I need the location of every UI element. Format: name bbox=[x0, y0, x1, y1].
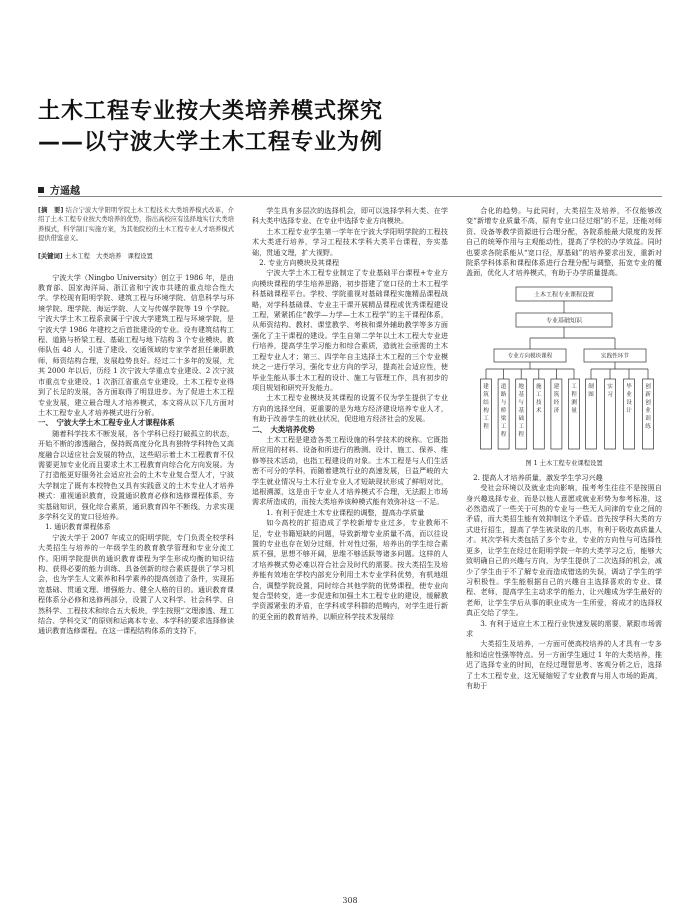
abstract-text: 结合宁波大学阳明学院土木工程技术大类培养模式改革，介绍了土木工程专业按大类培养的优势，指出高校应有选择地实行大类培养模式，科学制订实施方案，为其他院校的土木工程专业人才培养模式提供借鉴意义。 bbox=[38, 207, 235, 243]
figure-practice-label: 创新创业训练 bbox=[645, 383, 651, 430]
figure-module-label: 道路与桥梁工程 bbox=[500, 383, 507, 438]
keywords bbox=[38, 252, 234, 261]
figure-left-label: 专业方向模块课程 bbox=[507, 353, 553, 360]
paragraph: 土木工程是建造各类工程设施的科学技术的统称。它既指所应用的材料、设备和所进行的勘测、设计、施工、保养、维修等技术活动，也指工程建设的对象。土木工程是与人们生活密不可分的学科，而随着建筑行业的高速发展，日益严峻的大学生就业情况与土木行业专业人才短缺现状形成了鲜明对比，追根溯源，这是由于专业人才培养模式不合理，无法跟上市场需求所造成的，而按大类培养该种模式能有效弥补这一不足。 bbox=[252, 434, 448, 507]
figure-module-label: 建筑结构工程 bbox=[483, 383, 489, 430]
section-heading: 一、 宁波大学土木工程专业人才课程体系 bbox=[38, 418, 175, 428]
figure-caption: 图 1 土木工程专业课程设置 bbox=[525, 459, 603, 467]
paragraph: 宁波大学土木工程专业制定了专业基础平台课程+专业方向模块课程的学生培养思路，初步搭建了宽口径的土木工程学科基础课程平台。学校、学院重视对基础课程实施精品课程战略，对学科基础课、专业主干课开展精品课程或优秀课程建设工程，紧紧抓住“教学—力学—土木工程学”的主干课程体系，从师资结构、教材、课堂教学、考核和课外辅助教学等多方面强化了主干课程的建设。学生自第二学年以土木工程大专业进行培养，提高学生学习能力和综合素质，造就社会亟需的土木工程专业人才；第三、四学年自主选择土木工程的三个专业模块之一进行学习，强化专业方向的学习，提高社会适应性，使毕业生能从事土木工程的设计、施工与管理工作，具有初步的项目规划和研究开发能力。 bbox=[252, 268, 448, 392]
paragraph: 学生具有多层次的选择机会，即可以选择学科大类、在学科大类中选择专业、在专业中选择专业方向模块。 bbox=[252, 206, 448, 226]
figure-module-label: 地基与基础工程 bbox=[518, 383, 525, 438]
author-line bbox=[38, 182, 80, 197]
title-line-1: 土木工程专业按大类培养模式探究 bbox=[38, 99, 384, 124]
paragraph: 大类招生及培养，一方面可使高校培养的人才具有一专多能和适应性强等特点。另一方面学生通过 1 年的大类培养，推迟了选择专业的时间，在经过理智思考、客观分析之后，选择了土木工程专业，这无疑缩短了专业教育与用人市场的距离，有助于 bbox=[466, 639, 662, 690]
figure-practice-label: 毕业设计 bbox=[626, 383, 632, 414]
abstract-tag: [摘 要] bbox=[38, 207, 64, 214]
paragraph: 宁波大学（Ningbo University）创立于 1986 年，是由教育部、国家海洋局、浙江省和宁波市共建的重点综合性大学。学校现有阳明学院、建筑工程与环境学院、信息科学与环境学院、理学院、海运学院、人文与传媒学院等 19 个学院。宁波大学土木工程系隶属于宁波大学建筑工程与环境学院，是宁波大学 1986 年建校之后首批建设的专业。设有建筑结构工程、道路与桥梁工程、基础工程与地下结构 3 个专业模块。教师队伍 48 人，引进了建设、交通领域的专家学者担任兼职教师，师资结构合理，发展趋势良好。经过二十多年的发展，尤其 2000 年以后，历经 1 次宁波大学重点专业建设、2 次宁波市重点专业建设、1 次浙江省重点专业建设，土木工程专业得到了长足的发展，各方面取得了明显进步。为了促进土木工程专业发展，建立最合理人才培养模式，本文将从以下几方面对土木工程专业人才培养模式进行分析。 bbox=[38, 272, 234, 417]
column-1 bbox=[38, 206, 234, 637]
paragraph: 受社会环境以及就业走向影响，报考考生往往不是按照自身兴趣选择专业，而是以他人意愿或就业形势为参考标准，这必然造成了一些关于可热的专业与一些无人问津的专业之间的矛盾，而大类招生能有效抑制这个矛盾。首先按学科大类的方式进行招生，提高了学生被录取的几率，有利于吸收高质量人才。其次学科大类包括了多个专业，专业的方向性与可选择性更多，让学生在经过在阳明学院一年的大类学习之后，能够大致明确自己的兴趣与方向，为学生提供了二次选择的机会，减少了学生由于不了解专业而造成错选的失误，调动了学生的学习积极性。学生能根据自己的兴趣自主选择喜欢的专业、课程、老师，提高学生主动求学的能力，让兴趣成为学生最好的老师，让学生学后从事的职业成为一生所爱，将成才的选择权真正交给了学生。 bbox=[466, 483, 662, 618]
column-2 bbox=[252, 206, 448, 622]
figure-module-label: 施工技术 bbox=[535, 383, 542, 414]
subsection-heading: 1. 通识教育课程体系 bbox=[45, 522, 111, 532]
figure-diagram bbox=[466, 283, 662, 457]
figure-module-label: 建筑经济 bbox=[553, 383, 560, 414]
figure-top-label: 土木工程专业课程设置 bbox=[533, 291, 595, 299]
subsection-heading: 3. 有利于适应土木工程行业快速发展的需要，紧跟市场需求 bbox=[466, 618, 662, 638]
column-3 bbox=[466, 206, 662, 691]
header-divider bbox=[38, 196, 662, 197]
course-structure-figure bbox=[466, 283, 662, 457]
paragraph: 宁波大学于 2007 年成立的阳明学院，专门负责全校学科大类招生与培养的一年级学生的教育教学管理和专业分流工作。阳明学院提供的通识教育课程为学生形成均衡的知识结构、获得必要的能力训练、具备创新的综合素质提供了学习机会，也为学生人文素养和科学素养的提高创造了条件，实现拓宽基础、贯通文理、增强能力、健全人格的目的。通识教育课程体系分必修和选修两部分，设置了人文科学、社会科学、自然科学、工程技术和综合五大板块，学生按照“文理渗透、理工结合、学科交叉”的原则和运离本专业、本学科的要求选择修读通识教育选修课程。在这一课程结构体系的支持下， bbox=[38, 532, 234, 636]
paragraph: 随着科学技术不断发展，各个学科已经打破孤立的状态，开始不断的渗透融合，保持既高度分化具有独特学科特色又高度融合以适应社会发展的特点，这些昭示着土木工程教育不仅需要更加专业化而且要求土木工程教育向综合化方向发展。为了打造能更好服务社会适应社会的土木专业复合型人才，宁波大学制定了既有本校特色又具有实践意义的土木专业人才培养模式：重视通识教育，设置通识教育必修和选修课程体系，夯实基础知识，强化综合素质，通识教育四年不断线，力求实现多学科交叉的宽口径培养。 bbox=[38, 428, 234, 521]
keywords-tag: [关键词] bbox=[38, 252, 63, 260]
section-heading: 二、 大类培养优势 bbox=[252, 424, 315, 434]
paragraph: 土木工程专业学生第一学年在宁波大学阳明学院的工程技术大类进行培养，学习工程技术学科大类平台课程，夯实基础，贯通文理，扩大视野。 bbox=[252, 226, 448, 257]
subsection-heading: 1. 有利于促进土木专业课程的调整，提高办学质量 bbox=[266, 507, 425, 517]
author-name: 方遥越 bbox=[50, 186, 80, 197]
paragraph: 合化的趋势。与此同时，大类招生及培养，不仅能够改变“新增专业质量不高，原有专业口径过细”的不足，还能对师资、设备等教学资源进行合理分配，各院系能最大限度的发挥自己的统筹作用与主观能动性，提高了学校的办学效益。同时也要求各院系能从“宽口径，厚基础”的培养要求出发，重新对院系学科体系和课程体系进行合理分配与调整，拓宽专业的覆盖面，优化人才培养模式，有助于办学质量提高。 bbox=[466, 206, 662, 278]
paper-title bbox=[38, 96, 638, 158]
subsection-heading: 2. 专业方向模块及其课程 bbox=[259, 258, 340, 268]
paragraph: 如今高校的扩招造成了学校新增专业过多，专业教师不足，专业书籍短缺的问题，导致新增专业质量不高，而以往设置的专业也存在划分过细，针对性过强，培养出的学生综合素质不强，思想不够开阔，思维不够活跃等诸多问题。这样的人才培养模式势必难以符合社会及时代的需要。按大类招生及培养能有效地在学校内部充分利用土木专业学科优势，有机地组合，调整学院设置，同时综合其他学院的优势课程，使专业向复合型转变，进一步促进和加强土木工程专业的建设，缓解教学资源紧张的矛盾，在学科或学科群的范畴内，对学生进行新的更全面的教育培养，以顺应科学技术发展综 bbox=[252, 518, 448, 621]
title-line-2: ——以宁波大学土木工程专业为例 bbox=[38, 130, 384, 155]
figure-practice-label: 制图 bbox=[588, 383, 594, 398]
author-bullet-icon bbox=[38, 187, 44, 193]
figure-module-label: 工程测量 bbox=[571, 383, 577, 414]
abstract bbox=[38, 206, 234, 244]
figure-practice-label: 实习 bbox=[607, 383, 613, 398]
figure-mid-label: 专业基础知识 bbox=[545, 317, 583, 325]
paragraph: 土木工程专业模块及其课程的设置不仅为学生提供了专业方向的选择空间，更重要的是为地方经济建设培养专业人才，有助于改善学生的就业状况，促进地方经济社会的发展。 bbox=[252, 393, 448, 424]
keywords-text: 土木工程 大类培养 课程设置 bbox=[64, 252, 153, 260]
subsection-heading: 2. 提高人才培养质量，激发学生学习兴趣 bbox=[473, 472, 603, 482]
page-number: 308 bbox=[342, 896, 358, 905]
figure-right-label: 实践性环节 bbox=[601, 353, 629, 360]
